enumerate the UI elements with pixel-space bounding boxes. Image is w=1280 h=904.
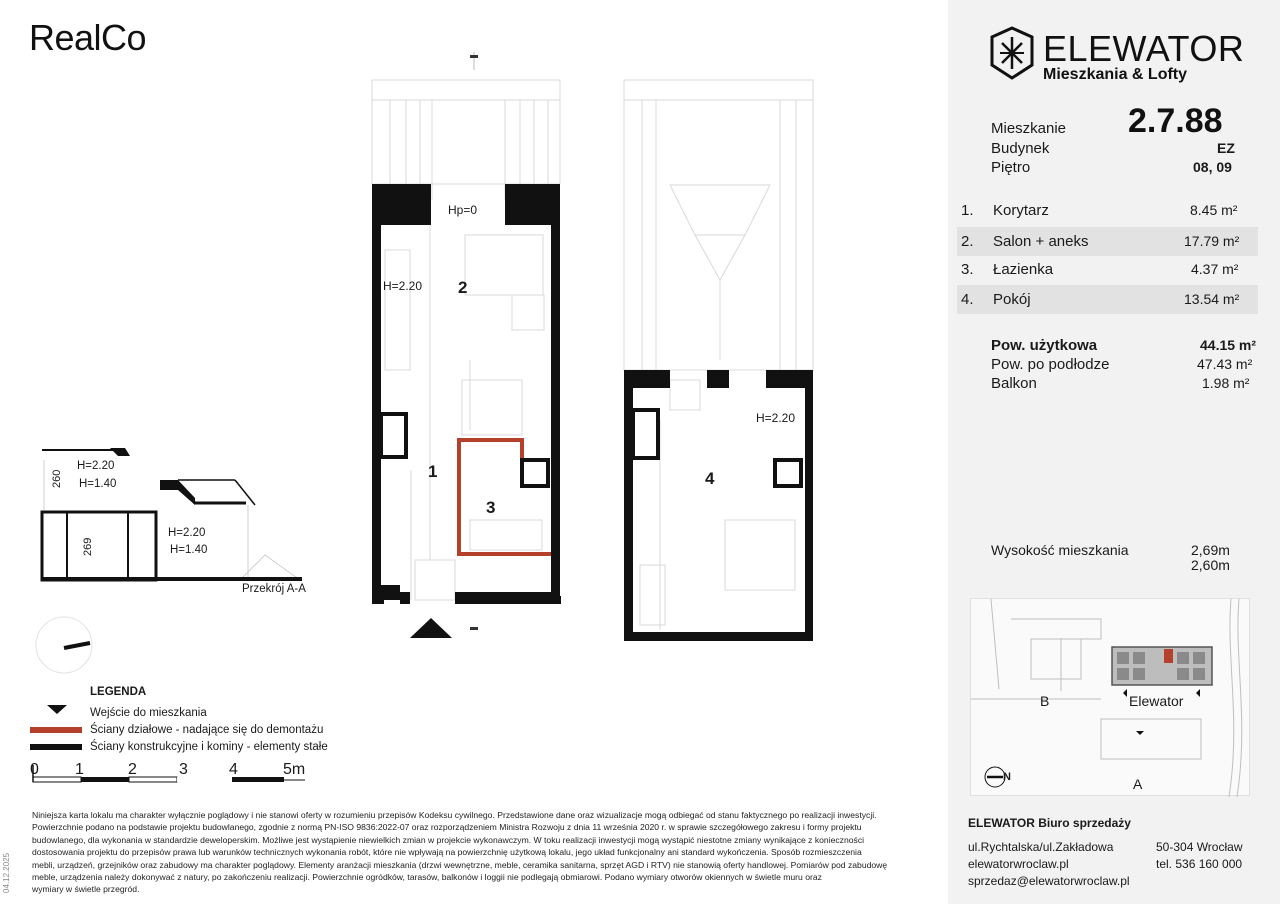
- upper-level-plan: [624, 80, 813, 641]
- site-map-label-b: B: [1040, 693, 1050, 709]
- brand-logo: RealCo: [29, 17, 147, 58]
- date-code: 04.12.2025: [2, 852, 11, 893]
- room-area: 13.54 m²: [1184, 291, 1240, 307]
- room-number-3: 3: [486, 498, 496, 517]
- balcony-label: Balkon: [991, 375, 1037, 392]
- section-height-2: H=1.40: [79, 478, 117, 490]
- floor-value: 08, 09: [1193, 159, 1232, 175]
- project-name: ELEWATOR: [1043, 28, 1245, 69]
- apartment-height-value-1: 2,69m: [1191, 542, 1230, 558]
- disclaimer-line: meble, urządzenia należy dokonywać z natury, po zakończeniu realizacji. Powierzchnie ogródków, tarasów, balkonów i loggii nie podlegają obmiarowi. Podano wymiary otworów okiennych w świetle muru oraz: [32, 872, 822, 883]
- floor-area-label: Pow. po podłodze: [991, 356, 1110, 373]
- legal-disclaimer: [32, 809, 917, 896]
- sales-office-street: ul.Rychtalska/ul.Zakładowa: [968, 840, 1114, 854]
- usable-area-label: Pow. użytkowa: [991, 337, 1098, 354]
- scale-label-5m: 5m: [283, 761, 306, 778]
- room-area: 4.37 m²: [1191, 261, 1239, 277]
- disclaimer-line: budowlanego, dla wykonania w standardzie deweloperskim. Możliwe jest wystąpienie niewielkich zmian w projekcie wykonawczym. W toku realizacji inwestycji mogą wystąpić niestotne zmiany wynikające z konieczności: [32, 834, 865, 845]
- room-area: 17.79 m²: [1184, 233, 1240, 249]
- scale-label-3: 3: [179, 761, 188, 778]
- scale-label-4: 4: [229, 761, 238, 778]
- room-no: 2.: [961, 233, 974, 250]
- sales-office-city: 50-304 Wrocław: [1156, 840, 1243, 854]
- floor-area-value: 47.43 m²: [1197, 356, 1253, 372]
- room-no: 3.: [961, 261, 974, 278]
- floor-label: Piętro: [991, 159, 1031, 176]
- legend-title: LEGENDA: [90, 686, 147, 698]
- room-name: Pokój: [993, 291, 1031, 308]
- section-title: Przekrój A-A: [242, 583, 306, 595]
- section-dim-269: 269: [82, 537, 94, 556]
- room-number-4: 4: [705, 469, 715, 488]
- site-map-north: N: [1003, 771, 1011, 783]
- room-number-2: 2: [458, 278, 468, 297]
- building-value: EZ: [1217, 140, 1235, 156]
- disclaimer-line: Powierzchnie podano na podstawie projektu budowlanego, zgodnie z normą PN-ISO 9836:2022-07 oraz rozporządzeniem Ministra Rozwoju z dnia 11 września 2020 r. w sprawie szczegółowego zakresu i formy projektu: [32, 822, 862, 833]
- legend-structural: Ściany konstrukcyjne i kominy - elementy stałe: [90, 741, 328, 753]
- elewator-logo-icon: [989, 25, 1035, 81]
- room-area: 8.45 m²: [1190, 202, 1238, 218]
- section-height-1: H=2.20: [77, 460, 115, 472]
- section-dim-260: 260: [51, 469, 63, 488]
- section-height-3: H=2.20: [168, 527, 206, 539]
- disclaimer-line: wymiary w świetle przegród.: [32, 884, 140, 895]
- north-compass: [36, 617, 92, 673]
- scale-label-1: 1: [75, 761, 84, 778]
- disclaimer-line: mebli, urządzeń, grzejników oraz zabudowy ma charakter poglądowy. Elementy aranżacji mieszkania (drzwi wewnętrzne, meble, ceramika sanitarna, sprzęt AGD i RTV) nie stanowią oferty handlowej. Pomiarów pod zabudowę: [32, 859, 888, 870]
- apartment-height-value-2: 2,60m: [1191, 557, 1230, 573]
- sales-office-web-link[interactable]: elewatorwroclaw.pl: [968, 857, 1069, 871]
- sales-office-email-link[interactable]: sprzedaz@elewatorwroclaw.pl: [968, 874, 1130, 888]
- scale-label-0: 0: [30, 761, 39, 778]
- disclaimer-line: Niniejsza karta lokalu ma charakter wyłącznie poglądowy i nie stanowi oferty w rozumieniu przepisów Kodeksu cywilnego. Przedstawione dane oraz wizualizacje mogą odbiegać od stanu faktycznego po realizacji inwestycji.: [32, 810, 877, 820]
- disclaimer-line: dostosowania projektu do przepisów prawa lub warunków technicznych wykonania robót, które nie wpływają na powierzchnię użytkową lokalu, jego układ funkcjonalny ani standard wykończenia. Sposób rozmieszczenia: [32, 847, 862, 858]
- legend-demolition: Ściany działowe - nadające się do demontażu: [90, 724, 324, 736]
- legend-entrance: Wejście do mieszkania: [90, 707, 207, 719]
- height-label-upper: H=2.20: [756, 411, 796, 425]
- room-name: Salon + aneks: [993, 233, 1089, 250]
- project-subtitle: Mieszkania & Lofty: [1043, 66, 1188, 83]
- apartment-label: Mieszkanie: [991, 120, 1067, 137]
- room-number-1: 1: [428, 462, 438, 481]
- lower-level-plan: [372, 52, 561, 638]
- sales-office-phone[interactable]: tel. 536 160 000: [1156, 857, 1243, 871]
- legend-symbols: [30, 705, 82, 750]
- room-no: 4.: [961, 291, 974, 308]
- site-map-label-a: A: [1133, 776, 1143, 792]
- site-map-label-elewator: Elewator: [1129, 693, 1184, 709]
- scale-label-2: 2: [128, 761, 137, 778]
- balcony-value: 1.98 m²: [1202, 375, 1250, 391]
- section-height-4: H=1.40: [170, 544, 208, 556]
- apartment-number: 2.7.88: [1128, 102, 1223, 140]
- room-no: 1.: [961, 202, 974, 219]
- hp-label: Hp=0: [448, 203, 478, 217]
- usable-area-value: 44.15 m²: [1200, 337, 1257, 353]
- room-name: Łazienka: [993, 261, 1054, 278]
- room-name: Korytarz: [993, 202, 1049, 219]
- site-map-drawing: [971, 599, 1251, 797]
- building-label: Budynek: [991, 140, 1050, 157]
- apartment-height-label: Wysokość mieszkania: [991, 542, 1129, 558]
- site-map: [970, 598, 1250, 796]
- scale-bar: [33, 765, 305, 783]
- sales-office-title: ELEWATOR Biuro sprzedaży: [968, 816, 1131, 830]
- height-label-lower: H=2.20: [383, 279, 423, 293]
